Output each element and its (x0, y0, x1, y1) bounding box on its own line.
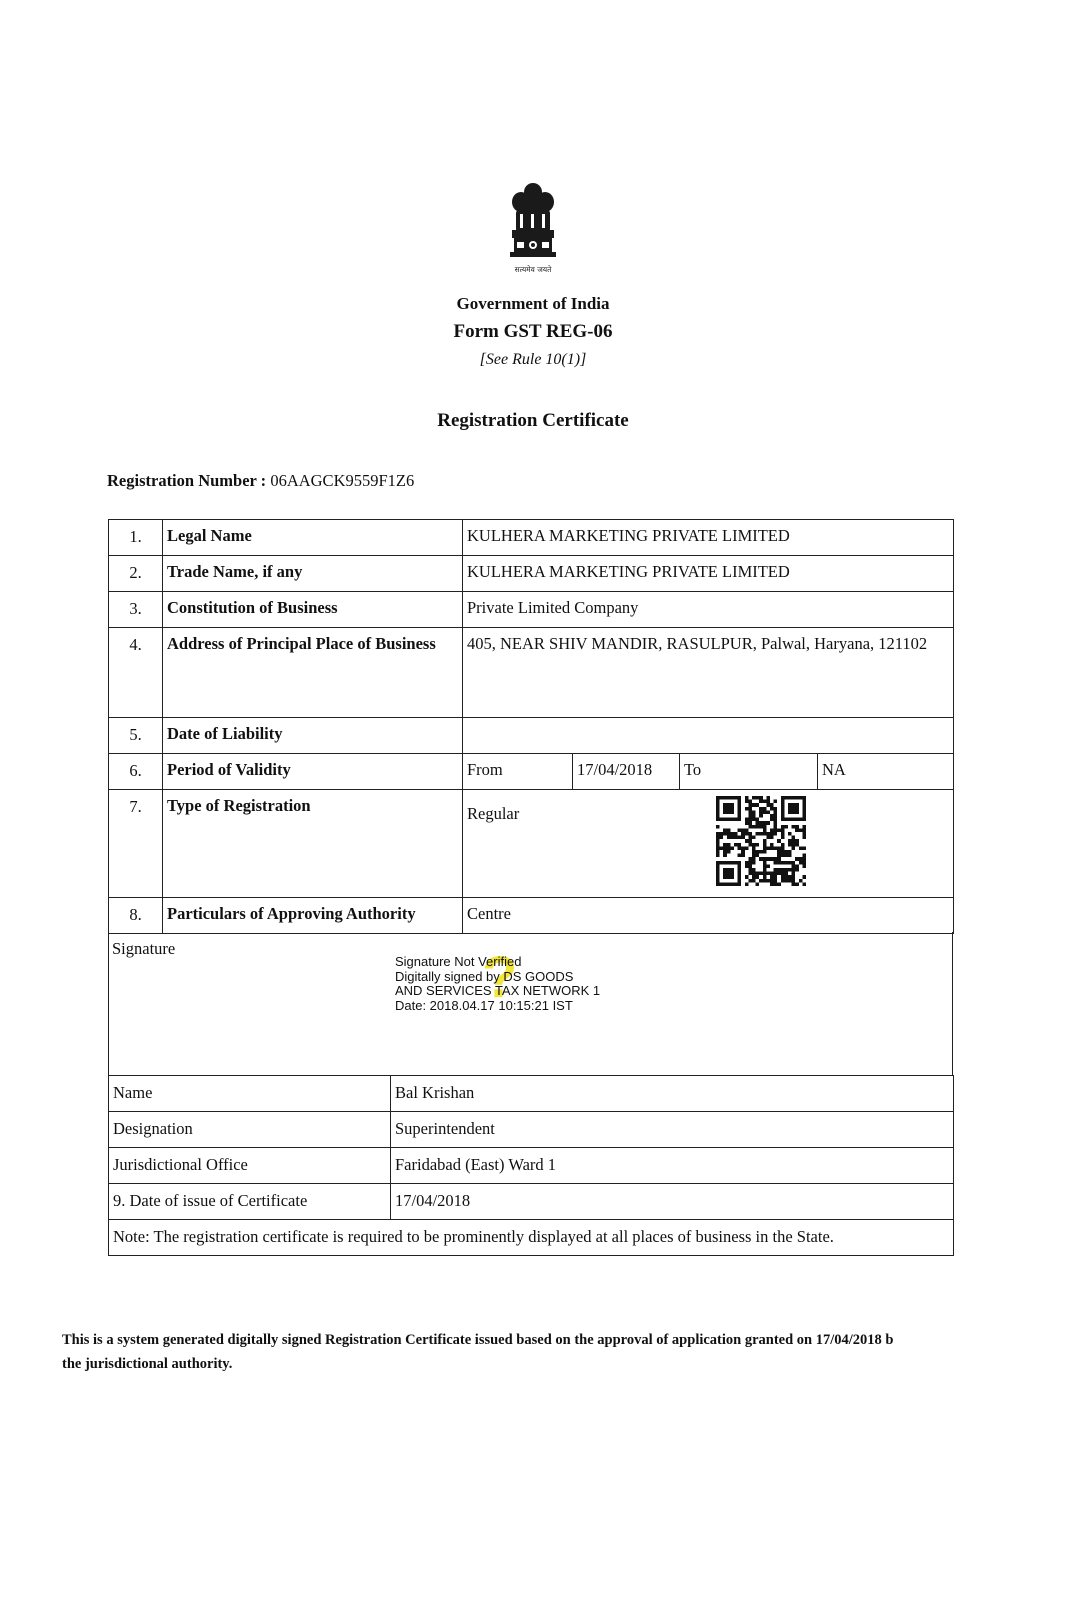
officer-row-label: 9. Date of issue of Certificate (109, 1184, 391, 1220)
rule-reference: [See Rule 10(1)] (479, 351, 587, 368)
table-row (109, 1112, 954, 1148)
signature-status: Signature Not Verified (395, 954, 522, 969)
row-number: 2. (109, 556, 163, 592)
table-row (109, 1220, 954, 1256)
officer-row-label: Name (109, 1076, 391, 1112)
government-heading: Government of India (456, 294, 610, 313)
row-number: 1. (109, 520, 163, 556)
row-number: 8. (109, 898, 163, 934)
system-generated-notice (62, 1328, 986, 1376)
registration-number-line (107, 471, 414, 491)
row-label: Date of Liability (163, 718, 463, 754)
emblem-motto: सत्यमेव जयते (514, 265, 552, 274)
national-emblem-icon (504, 180, 562, 278)
table-row (109, 1076, 954, 1112)
officer-name-value: Bal Krishan (391, 1076, 954, 1112)
issue-date-value: 17/04/2018 (391, 1184, 954, 1220)
date-of-liability-value (463, 718, 954, 754)
designation-value: Superintendent (391, 1112, 954, 1148)
signature-label: Signature (112, 939, 176, 958)
certificate-title: Registration Certificate (437, 410, 629, 431)
table-row (109, 1184, 954, 1220)
trade-name-value: KULHERA MARKETING PRIVATE LIMITED (463, 556, 954, 592)
table-row (109, 556, 954, 592)
row-label: Constitution of Business (163, 592, 463, 628)
validity-to-label: To (680, 754, 818, 790)
jurisdictional-office-value: Faridabad (East) Ward 1 (391, 1148, 954, 1184)
row-number: 3. (109, 592, 163, 628)
digital-signature-stamp (395, 955, 600, 1013)
table-row (109, 592, 954, 628)
table-row (109, 790, 954, 898)
address-value: 405, NEAR SHIV MANDIR, RASULPUR, Palwal, Haryana, 121102 (463, 628, 954, 718)
row-label: Type of Registration (163, 790, 463, 898)
table-row (109, 898, 954, 934)
validity-to-date: NA (818, 754, 954, 790)
notice-line-2: the jurisdictional authority. (62, 1356, 233, 1372)
validity-from-label: From (463, 754, 573, 790)
row-label: Address of Principal Place of Business (163, 628, 463, 718)
row-label: Legal Name (163, 520, 463, 556)
officer-details-table (108, 1075, 954, 1256)
signature-date: Date: 2018.04.17 10:15:21 IST (395, 997, 573, 1013)
approving-authority-value: Centre (463, 898, 954, 934)
officer-row-label: Designation (109, 1112, 391, 1148)
table-row (109, 628, 954, 718)
display-note: Note: The registration certificate is required to be prominently displayed at all places of business in the State. (109, 1220, 954, 1256)
row-label: Trade Name, if any (163, 556, 463, 592)
table-row (109, 1148, 954, 1184)
registration-number-label: Registration Number : (107, 471, 271, 490)
signed-by-line-1: Digitally signed by DS GOODS (395, 968, 574, 984)
table-row (109, 718, 954, 754)
row-number: 6. (109, 754, 163, 790)
row-number: 4. (109, 628, 163, 718)
qr-code-icon (716, 796, 806, 886)
registration-number-value: 06AAGCK9559F1Z6 (270, 471, 415, 490)
validity-from-date: 17/04/2018 (573, 754, 680, 790)
legal-name-value: KULHERA MARKETING PRIVATE LIMITED (463, 520, 954, 556)
registration-type-value: Regular (463, 790, 954, 898)
row-label: Period of Validity (163, 754, 463, 790)
row-number: 7. (109, 790, 163, 898)
registration-details-table (108, 519, 954, 934)
signature-validity-icon: ? (482, 945, 518, 1010)
officer-row-label: Jurisdictional Office (109, 1148, 391, 1184)
table-row (109, 520, 954, 556)
table-row (109, 754, 954, 790)
form-title: Form GST REG-06 (453, 321, 613, 342)
signed-by-line-2: AND SERVICES TAX NETWORK 1 (395, 983, 601, 998)
row-number: 5. (109, 718, 163, 754)
notice-line-1: This is a system generated digitally signed Registration Certificate issued based on the approval of application granted on 17/04/2018 b (62, 1332, 894, 1348)
constitution-value: Private Limited Company (463, 592, 954, 628)
row-label: Particulars of Approving Authority (163, 898, 463, 934)
